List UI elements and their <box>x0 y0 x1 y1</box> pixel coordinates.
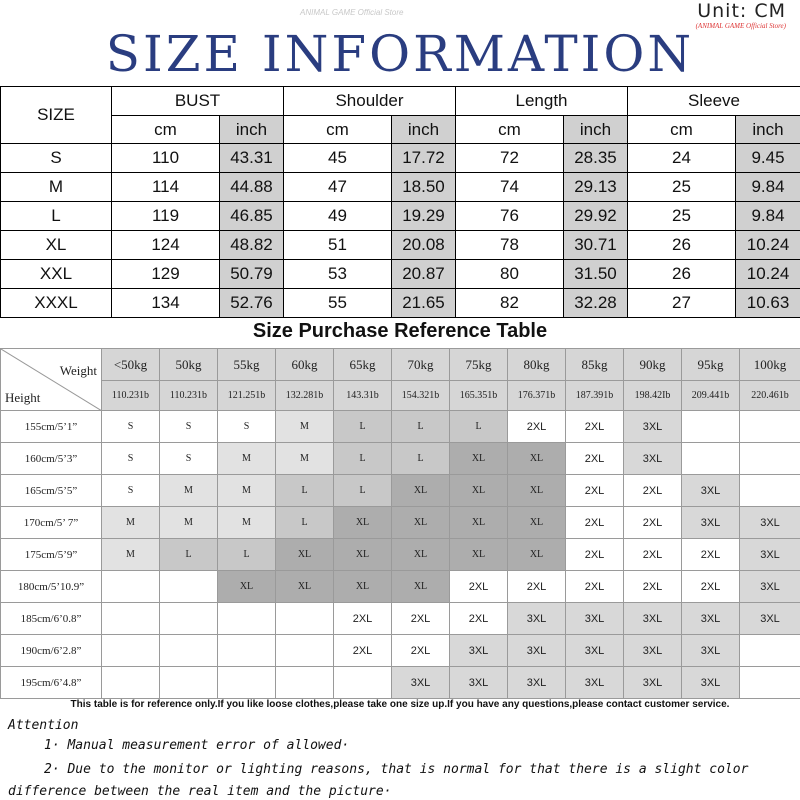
size-recommendation: 2XL <box>566 571 624 603</box>
size-recommendation: M <box>102 507 160 539</box>
size-recommendation: 3XL <box>682 507 740 539</box>
weight-header: 65kg <box>334 349 392 381</box>
lb-header: 187.391b <box>566 381 624 411</box>
sub-cm: cm <box>628 116 736 144</box>
size-recommendation: S <box>102 411 160 443</box>
weight-label: Weight <box>59 363 97 378</box>
inch-value: 10.24 <box>736 231 800 260</box>
size-recommendation: 3XL <box>624 635 682 667</box>
reference-row <box>1 635 800 667</box>
size-recommendation <box>102 635 160 667</box>
unit-text: Unit: CM <box>697 0 786 22</box>
size-recommendation: 2XL <box>566 411 624 443</box>
size-row <box>1 202 800 231</box>
size-recommendation <box>160 571 218 603</box>
inch-value: 28.35 <box>564 144 628 173</box>
inch-value: 10.63 <box>736 289 800 318</box>
inch-value: 44.88 <box>220 173 284 202</box>
height-value: 195cm/6’4.8” <box>1 667 102 699</box>
size-recommendation <box>276 603 334 635</box>
size-recommendation: XL <box>276 539 334 571</box>
size-recommendation: M <box>160 475 218 507</box>
size-recommendation: 2XL <box>624 539 682 571</box>
size-recommendation: XL <box>392 507 450 539</box>
size-label: XXXL <box>1 289 112 318</box>
size-recommendation: XL <box>276 571 334 603</box>
cm-value: 27 <box>628 289 736 318</box>
size-recommendation <box>160 635 218 667</box>
size-recommendation: 2XL <box>682 539 740 571</box>
sub-cm: cm <box>112 116 220 144</box>
inch-value: 10.24 <box>736 260 800 289</box>
size-recommendation: XL <box>218 571 276 603</box>
size-recommendation: 3XL <box>624 603 682 635</box>
cm-value: 72 <box>456 144 564 173</box>
lb-header: 220.461b <box>740 381 800 411</box>
size-recommendation: 2XL <box>566 507 624 539</box>
weight-header: 75kg <box>450 349 508 381</box>
inch-value: 52.76 <box>220 289 284 318</box>
size-row <box>1 289 800 318</box>
size-recommendation: M <box>218 443 276 475</box>
cm-value: 80 <box>456 260 564 289</box>
size-recommendation <box>218 635 276 667</box>
size-recommendation: 2XL <box>624 571 682 603</box>
weight-header: 100kg <box>740 349 800 381</box>
inch-value: 9.45 <box>736 144 800 173</box>
sub-cm: cm <box>284 116 392 144</box>
inch-value: 18.50 <box>392 173 456 202</box>
cm-value: 51 <box>284 231 392 260</box>
size-recommendation: 2XL <box>450 603 508 635</box>
size-recommendation: L <box>450 411 508 443</box>
size-recommendation: M <box>276 443 334 475</box>
weight-header: 90kg <box>624 349 682 381</box>
size-recommendation: XL <box>392 475 450 507</box>
lb-header: 176.371b <box>508 381 566 411</box>
height-value: 165cm/5’5” <box>1 475 102 507</box>
size-recommendation: S <box>160 443 218 475</box>
weight-header: 55kg <box>218 349 276 381</box>
lb-header: 198.42Ib <box>624 381 682 411</box>
size-recommendation: XL <box>392 571 450 603</box>
size-header: SIZE <box>1 87 112 144</box>
size-recommendation: XL <box>450 475 508 507</box>
height-value: 190cm/6’2.8” <box>1 635 102 667</box>
size-recommendation: XL <box>334 571 392 603</box>
size-recommendation: L <box>218 539 276 571</box>
weight-header: 50kg <box>160 349 218 381</box>
size-recommendation: M <box>160 507 218 539</box>
sub-inch: inch <box>564 116 628 144</box>
reference-row <box>1 475 800 507</box>
size-recommendation <box>102 667 160 699</box>
size-recommendation: 3XL <box>508 635 566 667</box>
cm-value: 82 <box>456 289 564 318</box>
size-recommendation: 3XL <box>392 667 450 699</box>
watermark: ANIMAL GAME Official Store <box>300 8 404 17</box>
cm-value: 49 <box>284 202 392 231</box>
size-recommendation: 2XL <box>624 475 682 507</box>
reference-row <box>1 571 800 603</box>
lb-header: 121.251b <box>218 381 276 411</box>
height-value: 185cm/6’0.8” <box>1 603 102 635</box>
reference-row <box>1 539 800 571</box>
size-recommendation: 2XL <box>508 571 566 603</box>
height-value: 180cm/5’10.9” <box>1 571 102 603</box>
size-recommendation: S <box>160 411 218 443</box>
size-recommendation: XL <box>508 475 566 507</box>
size-recommendation: 3XL <box>740 507 800 539</box>
size-recommendation <box>102 571 160 603</box>
size-recommendation: 2XL <box>624 507 682 539</box>
inch-value: 9.84 <box>736 173 800 202</box>
height-value: 170cm/5’ 7” <box>1 507 102 539</box>
size-recommendation <box>102 603 160 635</box>
cm-value: 45 <box>284 144 392 173</box>
size-recommendation <box>218 603 276 635</box>
inch-value: 43.31 <box>220 144 284 173</box>
size-recommendation: 3XL <box>682 635 740 667</box>
weight-header: 85kg <box>566 349 624 381</box>
size-recommendation: 2XL <box>566 443 624 475</box>
size-recommendation: 3XL <box>508 667 566 699</box>
size-recommendation <box>276 635 334 667</box>
size-recommendation: L <box>276 475 334 507</box>
size-recommendation <box>740 667 800 699</box>
weight-header: 80kg <box>508 349 566 381</box>
lb-header: 209.441b <box>682 381 740 411</box>
size-recommendation: XL <box>508 539 566 571</box>
size-recommendation: XL <box>334 507 392 539</box>
cm-value: 124 <box>112 231 220 260</box>
size-recommendation: 3XL <box>740 571 800 603</box>
inch-value: 48.82 <box>220 231 284 260</box>
inch-value: 20.08 <box>392 231 456 260</box>
height-value: 160cm/5’3” <box>1 443 102 475</box>
size-row <box>1 173 800 202</box>
lb-header: 154.321b <box>392 381 450 411</box>
lb-header: 110.231b <box>160 381 218 411</box>
size-label: XL <box>1 231 112 260</box>
reference-row <box>1 507 800 539</box>
size-recommendation: 2XL <box>450 571 508 603</box>
inch-value: 50.79 <box>220 260 284 289</box>
size-recommendation: 3XL <box>682 475 740 507</box>
size-recommendation: M <box>218 507 276 539</box>
group-bust: BUST <box>112 87 284 116</box>
cm-value: 134 <box>112 289 220 318</box>
group-shoulder: Shoulder <box>284 87 456 116</box>
size-recommendation: 2XL <box>566 539 624 571</box>
size-recommendation <box>334 667 392 699</box>
cm-value: 55 <box>284 289 392 318</box>
inch-value: 9.84 <box>736 202 800 231</box>
reference-row <box>1 667 800 699</box>
cm-value: 24 <box>628 144 736 173</box>
size-recommendation: M <box>218 475 276 507</box>
lb-header: 165.351b <box>450 381 508 411</box>
size-recommendation <box>740 475 800 507</box>
weight-header: 95kg <box>682 349 740 381</box>
size-recommendation: 2XL <box>334 603 392 635</box>
cm-value: 25 <box>628 202 736 231</box>
size-recommendation: XL <box>508 507 566 539</box>
size-recommendation: 3XL <box>450 667 508 699</box>
height-value: 155cm/5’1” <box>1 411 102 443</box>
size-recommendation: 2XL <box>334 635 392 667</box>
inch-value: 29.13 <box>564 173 628 202</box>
size-recommendation: L <box>334 443 392 475</box>
size-recommendation: 3XL <box>682 667 740 699</box>
size-recommendation: L <box>276 507 334 539</box>
inch-value: 31.50 <box>564 260 628 289</box>
size-recommendation: 3XL <box>508 603 566 635</box>
cm-value: 74 <box>456 173 564 202</box>
size-recommendation: L <box>160 539 218 571</box>
size-recommendation: L <box>392 443 450 475</box>
sub-inch: inch <box>392 116 456 144</box>
cm-value: 114 <box>112 173 220 202</box>
sub-inch: inch <box>220 116 284 144</box>
group-length: Length <box>456 87 628 116</box>
reference-title: Size Purchase Reference Table <box>252 320 548 342</box>
weight-height-corner <box>1 349 102 411</box>
cm-value: 26 <box>628 260 736 289</box>
size-recommendation: 3XL <box>624 411 682 443</box>
cm-value: 110 <box>112 144 220 173</box>
cm-value: 78 <box>456 231 564 260</box>
size-recommendation <box>276 667 334 699</box>
size-recommendation: 3XL <box>450 635 508 667</box>
size-recommendation: XL <box>450 443 508 475</box>
inch-value: 17.72 <box>392 144 456 173</box>
inch-value: 19.29 <box>392 202 456 231</box>
size-recommendation <box>740 411 800 443</box>
weight-header: <50kg <box>102 349 160 381</box>
size-recommendation <box>218 667 276 699</box>
size-recommendation <box>740 443 800 475</box>
cm-value: 26 <box>628 231 736 260</box>
cm-value: 25 <box>628 173 736 202</box>
attention-line-1: 1· Manual measurement error of allowed· <box>44 738 350 753</box>
size-recommendation <box>740 635 800 667</box>
size-recommendation: 3XL <box>566 635 624 667</box>
size-table <box>0 86 800 318</box>
weight-header: 60kg <box>276 349 334 381</box>
inch-value: 20.87 <box>392 260 456 289</box>
attention-heading: Attention <box>8 718 79 733</box>
size-recommendation <box>160 603 218 635</box>
size-recommendation: XL <box>392 539 450 571</box>
size-recommendation: L <box>392 411 450 443</box>
size-recommendation: 3XL <box>740 603 800 635</box>
size-recommendation: XL <box>450 539 508 571</box>
size-row <box>1 231 800 260</box>
size-recommendation: 2XL <box>508 411 566 443</box>
inch-value: 30.71 <box>564 231 628 260</box>
reference-row <box>1 603 800 635</box>
size-recommendation: 3XL <box>566 603 624 635</box>
size-recommendation: L <box>334 475 392 507</box>
size-recommendation: S <box>102 443 160 475</box>
lb-header: 110.231b <box>102 381 160 411</box>
size-recommendation: 3XL <box>682 603 740 635</box>
size-row <box>1 260 800 289</box>
page-title: SIZE INFORMATION <box>105 25 695 83</box>
inch-value: 29.92 <box>564 202 628 231</box>
inch-value: 32.28 <box>564 289 628 318</box>
size-recommendation: XL <box>334 539 392 571</box>
size-recommendation: XL <box>508 443 566 475</box>
size-recommendation: 2XL <box>566 475 624 507</box>
reference-row <box>1 443 800 475</box>
reference-table <box>0 348 800 699</box>
size-recommendation <box>160 667 218 699</box>
weight-header: 70kg <box>392 349 450 381</box>
inch-value: 21.65 <box>392 289 456 318</box>
height-value: 175cm/5’9” <box>1 539 102 571</box>
height-label: Height <box>5 390 41 405</box>
size-recommendation: 3XL <box>566 667 624 699</box>
reference-note: This table is for reference only.If you like loose clothes,please take one size up.If you have any questions,please contact customer service. <box>70 699 730 710</box>
size-row <box>1 144 800 173</box>
size-label: S <box>1 144 112 173</box>
cm-value: 129 <box>112 260 220 289</box>
inch-value: 46.85 <box>220 202 284 231</box>
cm-value: 53 <box>284 260 392 289</box>
size-recommendation: M <box>102 539 160 571</box>
size-recommendation: 2XL <box>392 635 450 667</box>
cm-value: 119 <box>112 202 220 231</box>
reference-row <box>1 411 800 443</box>
sub-cm: cm <box>456 116 564 144</box>
cm-value: 76 <box>456 202 564 231</box>
lb-header: 132.281b <box>276 381 334 411</box>
size-recommendation: 2XL <box>392 603 450 635</box>
attention-line-2: 2· Due to the monitor or lighting reasons, that is normal for that there is a slight color <box>44 762 749 777</box>
size-label: M <box>1 173 112 202</box>
lb-header: 143.31b <box>334 381 392 411</box>
size-recommendation: L <box>334 411 392 443</box>
sub-inch: inch <box>736 116 800 144</box>
group-sleeve: Sleeve <box>628 87 800 116</box>
size-recommendation: M <box>276 411 334 443</box>
size-recommendation: S <box>218 411 276 443</box>
size-recommendation: 3XL <box>624 667 682 699</box>
size-recommendation: S <box>102 475 160 507</box>
size-recommendation: XL <box>450 507 508 539</box>
size-recommendation: 2XL <box>682 571 740 603</box>
size-recommendation <box>682 443 740 475</box>
size-recommendation: 3XL <box>740 539 800 571</box>
cm-value: 47 <box>284 173 392 202</box>
size-recommendation <box>682 411 740 443</box>
store-text: (ANIMAL GAME Official Store) <box>695 22 786 30</box>
size-recommendation: 3XL <box>624 443 682 475</box>
size-label: L <box>1 202 112 231</box>
attention-line-3: difference between the real item and the picture· <box>8 784 392 799</box>
size-label: XXL <box>1 260 112 289</box>
